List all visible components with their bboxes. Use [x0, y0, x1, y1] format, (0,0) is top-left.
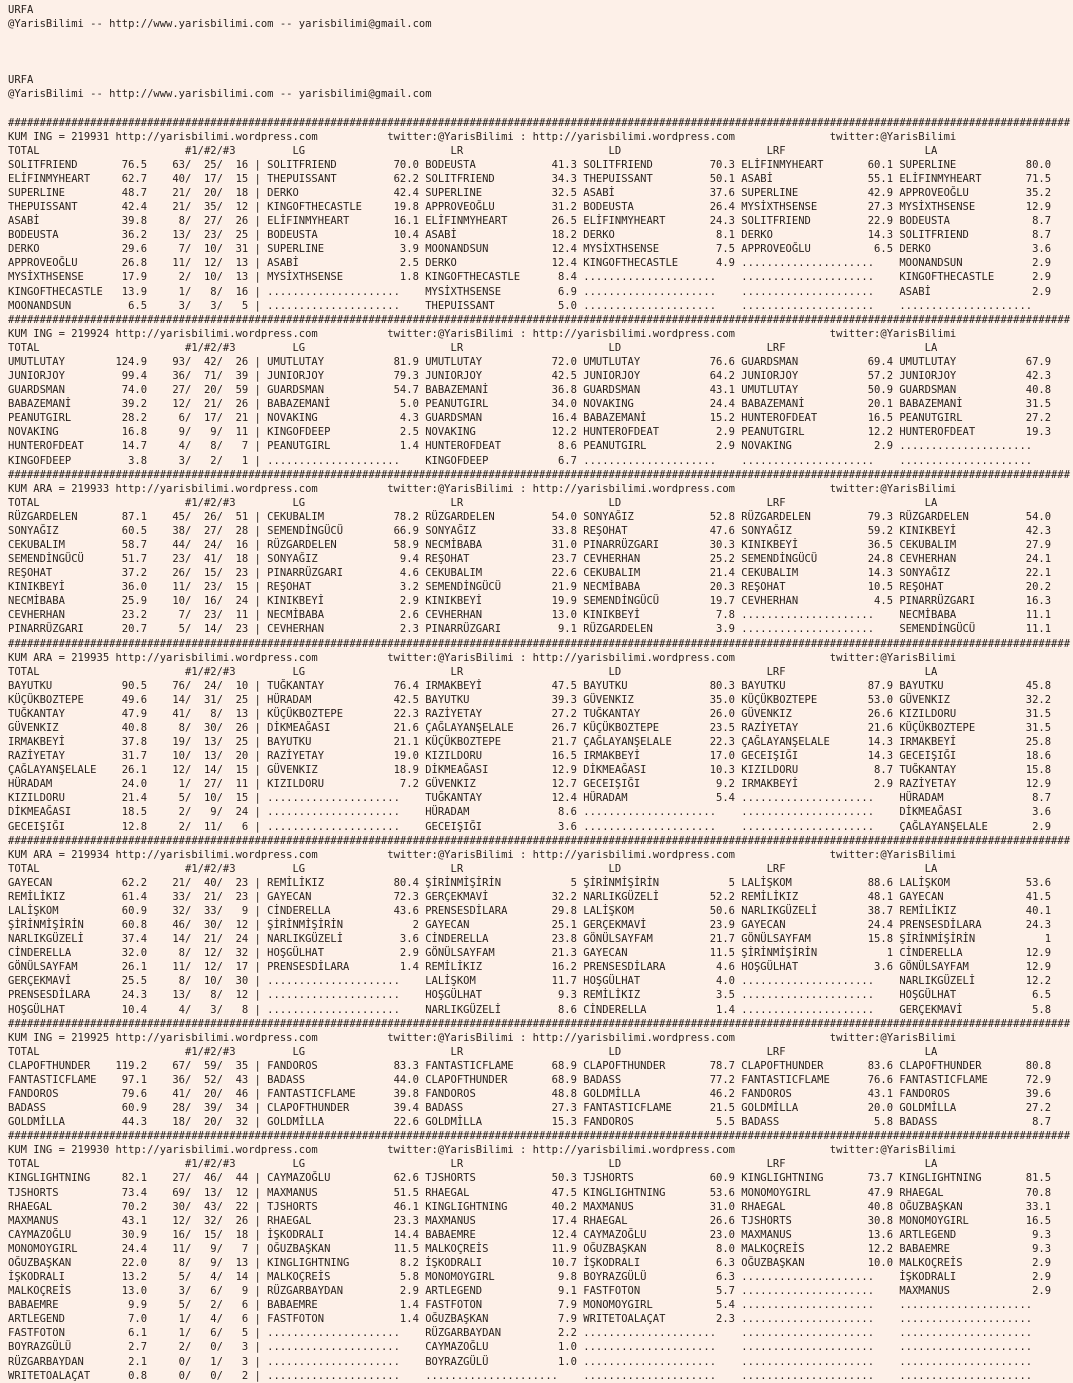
section-separator: ######################################################################################################################################################################## [8, 116, 1071, 129]
table-row: GÜVENKIZ 40.8 8/ 30/ 26 | DİKMEAĞASI 21.6 ÇAĞLAYANŞELALE 26.7 KÜÇÜKBOZTEPE 23.5 RAZİYETAY 21.6 KÜÇÜKBOZTEPE 31.5 [8, 721, 1058, 734]
table-row: MOONANDSUN 6.5 3/ 3/ 5 | ..................... THEPUISSANT 5.0 ..................... ..................... ..................... [8, 299, 1058, 312]
table-row: CLAPOFTHUNDER 119.2 67/ 59/ 35 | FANDOROS 83.3 FANTASTICFLAME 68.9 CLAPOFTHUNDER 78.7 CLAPOFTHUNDER 83.6 CLAPOFTHUNDER 80.8 [8, 1059, 1058, 1072]
table-row: TUĞKANTAY 47.9 41/ 8/ 13 | KÜÇÜKBOZTEPE 22.3 RAZİYETAY 27.2 TUĞKANTAY 26.0 GÜVENKIZ 26.6 KIZILDORU 31.5 [8, 707, 1058, 720]
column-header-row: TOTAL #1/#2/#3 LG LR LD LRF LA [8, 496, 938, 509]
table-row: HOŞGÜLHAT 10.4 4/ 3/ 8 | ..................... NARLIKGÜZELİ 8.6 CİNDERELLA 1.4 ..................... GERÇEKMAVİ 5.8 [8, 1003, 1058, 1016]
section-separator: ######################################################################################################################################################################## [8, 313, 1071, 326]
report-sections [8, 116, 1073, 1383]
table-row: APPROVEOĞLU 26.8 11/ 12/ 13 | ASABİ 2.5 DERKO 12.4 KINGOFTHECASTLE 4.9 ..................... MOONANDSUN 2.9 [8, 257, 1058, 270]
table-row: GERÇEKMAVİ 25.5 8/ 10/ 30 | ..................... LALİŞKOM 11.7 HOŞGÜLHAT 4.0 ..................... NARLIKGÜZELİ 12.2 [8, 975, 1058, 988]
station-name: URFA [8, 74, 34, 87]
table-row: MAXMANUS 43.1 12/ 32/ 26 | RHAEGAL 23.3 MAXMANUS 17.4 RHAEGAL 26.6 TJSHORTS 30.8 MONOMOYGIRL 16.5 [8, 1214, 1058, 1227]
table-row: MYSİXTHSENSE 17.9 2/ 10/ 13 | MYSİXTHSENSE 1.8 KINGOFTHECASTLE 8.4 ..................... ..................... KINGOFTHECASTLE 2.9 [8, 271, 1058, 284]
table-row: NECMİBABA 25.9 10/ 16/ 24 | KINIKBEYİ 2.9 KINIKBEYİ 19.9 SEMENDİNGÜCÜ 19.7 CEVHERHAN 4.5 PINARRÜZGARI 16.3 [8, 595, 1058, 608]
table-row: CEVHERHAN 23.2 7/ 23/ 11 | NECMİBABA 2.6 CEVHERHAN 13.0 KINIKBEYİ 7.8 ..................... NECMİBABA 11.1 [8, 609, 1058, 622]
table-row: BODEUSTA 36.2 13/ 23/ 25 | BODEUSTA 10.4 ASABİ 18.2 DERKO 8.1 DERKO 14.3 SOLITFRIEND 8.7 [8, 229, 1058, 242]
table-row: REŞOHAT 37.2 26/ 15/ 23 | PINARRÜZGARI 4.6 CEKUBALIM 22.6 CEKUBALIM 21.4 CEKUBALIM 14.3 SONYAĞIZ 22.1 [8, 567, 1058, 580]
section-title: KUM ING = 219931 http://yarisbilimi.wordpress.com twitter:@YarisBilimi : http://yarisbilimi.wordpress.com twitter:@YarisBilimi [8, 130, 957, 143]
table-row: RÜZGARBAYDAN 2.1 0/ 1/ 3 | ..................... BOYRAZGÜLÜ 1.0 ..................... ..................... ..................... [8, 1355, 1058, 1368]
section-title: KUM ING = 219924 http://yarisbilimi.wordpress.com twitter:@YarisBilimi : http://yarisbilimi.wordpress.com twitter:@YarisBilimi [8, 327, 957, 340]
column-header-row: TOTAL #1/#2/#3 LG LR LD LRF LA [8, 144, 938, 157]
table-row: PRENSESDİLARA 24.3 13/ 8/ 12 | ..................... HOŞGÜLHAT 9.3 REMİLİKIZ 3.5 ..................... HOŞGÜLHAT 6.5 [8, 989, 1058, 1002]
section-separator: ######################################################################################################################################################################## [8, 1017, 1071, 1030]
station-name: URFA [8, 4, 34, 16]
column-header-row: TOTAL #1/#2/#3 LG LR LD LRF LA [8, 1045, 938, 1058]
table-row: DİKMEAĞASI 18.5 2/ 9/ 24 | ..................... HÜRADAM 8.6 ..................... ..................... DİKMEAĞASI 3.6 [8, 806, 1058, 819]
table-row: GÖNÜLSAYFAM 26.1 11/ 12/ 17 | PRENSESDİLARA 1.4 REMİLİKIZ 16.2 PRENSESDİLARA 4.6 HOŞGÜLHAT 3.6 GÖNÜLSAYFAM 12.9 [8, 961, 1058, 974]
table-row: KINGLIGHTNING 82.1 27/ 46/ 44 | CAYMAZOĞLU 62.6 TJSHORTS 50.3 TJSHORTS 60.9 KINGLIGHTNING 73.7 KINGLIGHTNING 81.5 [8, 1172, 1058, 1185]
blank-line [8, 59, 1073, 73]
table-row: ASABİ 39.8 8/ 27/ 26 | ELİFINMYHEART 16.1 ELİFINMYHEART 26.5 ELİFINMYHEART 24.3 SOLITFRIEND 22.9 BODEUSTA 8.7 [8, 215, 1058, 228]
table-row: UMUTLUTAY 124.9 93/ 42/ 26 | UMUTLUTAY 81.9 UMUTLUTAY 72.0 UMUTLUTAY 76.6 GUARDSMAN 69.4 UMUTLUTAY 67.9 [8, 355, 1058, 368]
blank-line [8, 31, 1073, 45]
table-row: BOYRAZGÜLÜ 2.7 2/ 0/ 3 | ..................... CAYMAZOĞLU 1.0 ..................... ..................... ..................... [8, 1341, 1058, 1354]
table-row: BABAEMRE 9.9 5/ 2/ 6 | BABAEMRE 1.4 FASTFOTON 7.9 MONOMOYGIRL 5.4 ..................... ..................... [8, 1299, 1058, 1312]
table-row: NOVAKING 16.8 9/ 9/ 11 | KINGOFDEEP 2.5 NOVAKING 12.2 HUNTEROFDEAT 2.9 PEANUTGIRL 12.2 HUNTEROFDEAT 19.3 [8, 426, 1058, 439]
table-row: FANTASTICFLAME 97.1 36/ 52/ 43 | BADASS 44.0 CLAPOFTHUNDER 68.9 BADASS 77.2 FANTASTICFLAME 76.6 FANTASTICFLAME 72.9 [8, 1073, 1058, 1086]
table-row: CAYMAZOĞLU 30.9 16/ 15/ 18 | İŞKODRALI 14.4 BABAEMRE 12.4 CAYMAZOĞLU 23.0 MAXMANUS 13.6 ARTLEGEND 9.3 [8, 1228, 1058, 1241]
table-row: GUARDSMAN 74.0 27/ 20/ 59 | GUARDSMAN 54.7 BABAZEMANİ 36.8 GUARDSMAN 43.1 UMUTLUTAY 50.9 GUARDSMAN 40.8 [8, 384, 1058, 397]
table-row: BABAZEMANİ 39.2 12/ 21/ 26 | BABAZEMANİ 5.0 PEANUTGIRL 34.0 NOVAKING 24.4 BABAZEMANİ 20.1 BABAZEMANİ 31.5 [8, 398, 1058, 411]
contact-line: @YarisBilimi -- http://www.yarisbilimi.com -- yarisbilimi@gmail.com [8, 88, 432, 101]
table-row: SEMENDİNGÜCÜ 51.7 23/ 41/ 18 | SONYAĞIZ 9.4 REŞOHAT 23.7 CEVHERHAN 25.2 SEMENDİNGÜCÜ 24.8 CEVHERHAN 24.1 [8, 553, 1058, 566]
section-separator: ######################################################################################################################################################################## [8, 637, 1071, 650]
table-row: MALKOÇREİS 13.0 3/ 6/ 9 | RÜZGARBAYDAN 2.9 ARTLEGEND 9.1 FASTFOTON 5.7 ..................... MAXMANUS 2.9 [8, 1285, 1058, 1298]
table-row: KINIKBEYİ 36.0 11/ 23/ 15 | REŞOHAT 3.2 SEMENDİNGÜCÜ 21.9 NECMİBABA 20.3 REŞOHAT 10.5 REŞOHAT 20.2 [8, 581, 1058, 594]
table-row: KÜÇÜKBOZTEPE 49.6 14/ 31/ 25 | HÜRADAM 42.5 BAYUTKU 39.3 GÜVENKIZ 35.0 KÜÇÜKBOZTEPE 53.0 GÜVENKIZ 32.2 [8, 693, 1058, 706]
table-row: CİNDERELLA 32.0 8/ 12/ 32 | HOŞGÜLHAT 2.9 GÖNÜLSAYFAM 21.3 GAYECAN 11.5 ŞİRİNMİŞİRİN 1 CİNDERELLA 12.9 [8, 947, 1058, 960]
table-row: JUNIORJOY 99.4 36/ 71/ 39 | JUNIORJOY 79.3 JUNIORJOY 42.5 JUNIORJOY 64.2 JUNIORJOY 57.2 JUNIORJOY 42.3 [8, 370, 1058, 383]
table-row: İŞKODRALI 13.2 5/ 4/ 14 | MALKOÇREİS 5.8 MONOMOYGIRL 9.8 BOYRAZGÜLÜ 6.3 ..................... İŞKODRALI 2.9 [8, 1271, 1058, 1284]
section-title: KUM ING = 219930 http://yarisbilimi.wordpress.com twitter:@YarisBilimi : http://yarisbilimi.wordpress.com twitter:@YarisBilimi [8, 1144, 957, 1157]
table-row: FANDOROS 79.6 41/ 20/ 46 | FANTASTICFLAME 39.8 FANDOROS 48.8 GOLDMİLLA 46.2 FANDOROS 43.1 FANDOROS 39.6 [8, 1088, 1058, 1101]
table-row: KIZILDORU 21.4 5/ 10/ 15 | ..................... TUĞKANTAY 12.4 HÜRADAM 5.4 ..................... HÜRADAM 8.7 [8, 792, 1058, 805]
column-header-row: TOTAL #1/#2/#3 LG LR LD LRF LA [8, 1158, 938, 1171]
table-row: CEKUBALIM 58.7 44/ 24/ 16 | RÜZGARDELEN 58.9 NECMİBABA 31.0 PINARRÜZGARI 30.3 KINIKBEYİ 36.5 CEKUBALIM 27.9 [8, 538, 1058, 551]
table-row: SUPERLINE 48.7 21/ 20/ 18 | DERKO 42.4 SUPERLINE 32.5 ASABİ 37.6 SUPERLINE 42.9 APPROVEOĞLU 35.2 [8, 187, 1058, 200]
column-header-row: TOTAL #1/#2/#3 LG LR LD LRF LA [8, 341, 938, 354]
table-row: KINGOFDEEP 3.8 3/ 2/ 1 | ..................... KINGOFDEEP 6.7 ..................... ..................... ..................... [8, 454, 1058, 467]
table-row: RHAEGAL 70.2 30/ 43/ 22 | TJSHORTS 46.1 KINGLIGHTNING 40.2 MAXMANUS 31.0 RHAEGAL 40.8 OĞUZBAŞKAN 33.1 [8, 1200, 1058, 1213]
table-row: SONYAĞIZ 60.5 38/ 27/ 28 | SEMENDİNGÜCÜ 66.9 SONYAĞIZ 33.8 REŞOHAT 47.6 SONYAĞIZ 59.2 KINIKBEYİ 42.3 [8, 524, 1058, 537]
table-row: KINGOFTHECASTLE 13.9 1/ 8/ 16 | ..................... MYSİXTHSENSE 6.9 ..................... ..................... ASABİ 2.9 [8, 285, 1058, 298]
table-row: LALİŞKOM 60.9 32/ 33/ 9 | CİNDERELLA 43.6 PRENSESDİLARA 29.8 LALİŞKOM 50.6 NARLIKGÜZELİ 38.7 REMİLİKIZ 40.1 [8, 905, 1058, 917]
table-row: ELİFINMYHEART 62.7 40/ 17/ 15 | THEPUISSANT 62.2 SOLITFRIEND 34.3 THEPUISSANT 50.1 ASABİ 55.1 ELİFINMYHEART 71.5 [8, 172, 1058, 185]
table-row: HÜRADAM 24.0 1/ 27/ 11 | KIZILDORU 7.2 GÜVENKIZ 12.7 GECEIŞIĞI 9.2 IRMAKBEYİ 2.9 RAZİYETAY 12.9 [8, 778, 1058, 791]
table-row: WRITETOALAÇAT 0.8 0/ 0/ 2 | ..................... ..................... ..................... ..................... ..................... [8, 1369, 1058, 1382]
table-row: ÇAĞLAYANŞELALE 26.1 12/ 14/ 15 | GÜVENKIZ 18.9 DİKMEAĞASI 12.9 DİKMEAĞASI 10.3 KIZILDORU 8.7 TUĞKANTAY 15.8 [8, 764, 1058, 777]
section-title: KUM ARA = 219933 http://yarisbilimi.wordpress.com twitter:@YarisBilimi : http://yarisbilimi.wordpress.com twitter:@YarisBilimi [8, 482, 957, 495]
table-row: PINARRÜZGARI 20.7 5/ 14/ 23 | CEVHERHAN 2.3 PINARRÜZGARI 9.1 RÜZGARDELEN 3.9 ..................... SEMENDİNGÜCÜ 11.1 [8, 623, 1058, 636]
table-row: BADASS 60.9 28/ 39/ 34 | CLAPOFTHUNDER 39.4 BADASS 27.3 FANTASTICFLAME 21.5 GOLDMİLLA 20.0 GOLDMİLLA 27.2 [8, 1102, 1058, 1115]
table-row: IRMAKBEYİ 37.8 19/ 13/ 25 | BAYUTKU 21.1 KÜÇÜKBOZTEPE 21.7 ÇAĞLAYANŞELALE 22.3 ÇAĞLAYANŞELALE 14.3 IRMAKBEYİ 25.8 [8, 736, 1058, 749]
table-row: GOLDMİLLA 44.3 18/ 20/ 32 | GOLDMİLLA 22.6 GOLDMİLLA 15.3 FANDOROS 5.5 BADASS 5.8 BADASS 8.7 [8, 1116, 1058, 1129]
section-separator: ######################################################################################################################################################################## [8, 834, 1071, 847]
table-row: GAYECAN 62.2 21/ 40/ 23 | REMİLİKIZ 80.4 ŞİRİNMİŞİRİN 5 ŞİRİNMİŞİRİN 5 LALİŞKOM 88.6 LALİŞKOM 53.6 [8, 876, 1058, 889]
column-header-row: TOTAL #1/#2/#3 LG LR LD LRF LA [8, 862, 938, 875]
table-row: RAZİYETAY 31.7 10/ 13/ 20 | RAZİYETAY 19.0 KIZILDORU 16.5 IRMAKBEYİ 17.0 GECEIŞIĞI 14.3 GECEIŞIĞI 18.6 [8, 750, 1058, 763]
table-row: TJSHORTS 73.4 69/ 13/ 12 | MAXMANUS 51.5 RHAEGAL 47.5 KINGLIGHTNING 53.6 MONOMOYGIRL 47.9 RHAEGAL 70.8 [8, 1186, 1058, 1199]
table-row: OĞUZBAŞKAN 22.0 8/ 9/ 13 | KINGLIGHTNING 8.2 İŞKODRALI 10.7 İŞKODRALI 6.3 OĞUZBAŞKAN 10.0 MALKOÇREİS 2.9 [8, 1256, 1058, 1269]
table-row: ARTLEGEND 7.0 1/ 4/ 6 | FASTFOTON 1.4 OĞUZBAŞKAN 7.9 WRITETOALAÇAT 2.3 ..................... ..................... [8, 1313, 1058, 1326]
table-row: BAYUTKU 90.5 76/ 24/ 10 | TUĞKANTAY 76.4 IRMAKBEYİ 47.5 BAYUTKU 80.3 BAYUTKU 87.9 BAYUTKU 45.8 [8, 679, 1058, 692]
table-row: REMİLİKIZ 61.4 33/ 21/ 23 | GAYECAN 72.3 GERÇEKMAVİ 32.2 NARLIKGÜZELİ 52.2 REMİLİKIZ 48.1 GAYECAN 41.5 [8, 890, 1058, 903]
contact-line: @YarisBilimi -- http://www.yarisbilimi.com -- yarisbilimi@gmail.com [8, 18, 432, 31]
section-title: KUM ING = 219925 http://yarisbilimi.wordpress.com twitter:@YarisBilimi : http://yarisbilimi.wordpress.com twitter:@YarisBilimi [8, 1031, 957, 1044]
column-header-row: TOTAL #1/#2/#3 LG LR LD LRF LA [8, 665, 938, 678]
table-row: FASTFOTON 6.1 1/ 6/ 5 | ..................... RÜZGARBAYDAN 2.2 ..................... ..................... ..................... [8, 1327, 1058, 1340]
table-row: MONOMOYGIRL 24.4 11/ 9/ 7 | OĞUZBAŞKAN 11.5 MALKOÇREİS 11.9 OĞUZBAŞKAN 8.0 MALKOÇREİS 12.2 BABAEMRE 9.3 [8, 1242, 1058, 1255]
section-title: KUM ARA = 219934 http://yarisbilimi.wordpress.com twitter:@YarisBilimi : http://yarisbilimi.wordpress.com twitter:@YarisBilimi [8, 848, 957, 861]
section-separator: ######################################################################################################################################################################## [8, 1130, 1071, 1143]
table-row: GECEIŞIĞI 12.8 2/ 11/ 6 | ..................... GECEIŞIĞI 3.6 ..................... ..................... ÇAĞLAYANŞELALE 2.9 [8, 820, 1058, 833]
table-row: THEPUISSANT 42.4 21/ 35/ 12 | KINGOFTHECASTLE 19.8 APPROVEOĞLU 31.2 BODEUSTA 26.4 MYSİXTHSENSE 27.3 MYSİXTHSENSE 12.9 [8, 201, 1058, 214]
table-row: PEANUTGIRL 28.2 6/ 17/ 21 | NOVAKING 4.3 GUARDSMAN 16.4 BABAZEMANİ 15.2 HUNTEROFDEAT 16.5 PEANUTGIRL 27.2 [8, 412, 1058, 425]
table-row: DERKO 29.6 7/ 10/ 31 | SUPERLINE 3.9 MOONANDSUN 12.4 MYSİXTHSENSE 7.5 APPROVEOĞLU 6.5 DERKO 3.6 [8, 243, 1058, 256]
blank-line [8, 45, 1073, 59]
table-row: RÜZGARDELEN 87.1 45/ 26/ 51 | CEKUBALIM 78.2 RÜZGARDELEN 54.0 SONYAĞIZ 52.8 RÜZGARDELEN 79.3 RÜZGARDELEN 54.0 [8, 510, 1058, 523]
table-row: NARLIKGÜZELİ 37.4 14/ 21/ 24 | NARLIKGÜZELİ 3.6 CİNDERELLA 23.8 GÖNÜLSAYFAM 21.7 GÖNÜLSAYFAM 15.8 ŞİRİNMİŞİRİN 1 [8, 933, 1058, 946]
section-title: KUM ARA = 219935 http://yarisbilimi.wordpress.com twitter:@YarisBilimi : http://yarisbilimi.wordpress.com twitter:@YarisBilimi [8, 651, 957, 664]
section-separator: ######################################################################################################################################################################## [8, 468, 1071, 481]
table-row: ŞİRİNMİŞİRİN 60.8 46/ 30/ 12 | ŞİRİNMİŞİRİN 2 GAYECAN 25.1 GERÇEKMAVİ 23.9 GAYECAN 24.4 PRENSESDİLARA 24.3 [8, 919, 1058, 932]
table-row: HUNTEROFDEAT 14.7 4/ 8/ 7 | PEANUTGIRL 1.4 HUNTEROFDEAT 8.6 PEANUTGIRL 2.9 NOVAKING 2.9 ..................... [8, 440, 1058, 453]
table-row: SOLITFRIEND 76.5 63/ 25/ 16 | SOLITFRIEND 70.0 BODEUSTA 41.3 SOLITFRIEND 70.3 ELİFINMYHEART 60.1 SUPERLINE 80.0 [8, 158, 1058, 171]
blank-line [8, 102, 1073, 116]
